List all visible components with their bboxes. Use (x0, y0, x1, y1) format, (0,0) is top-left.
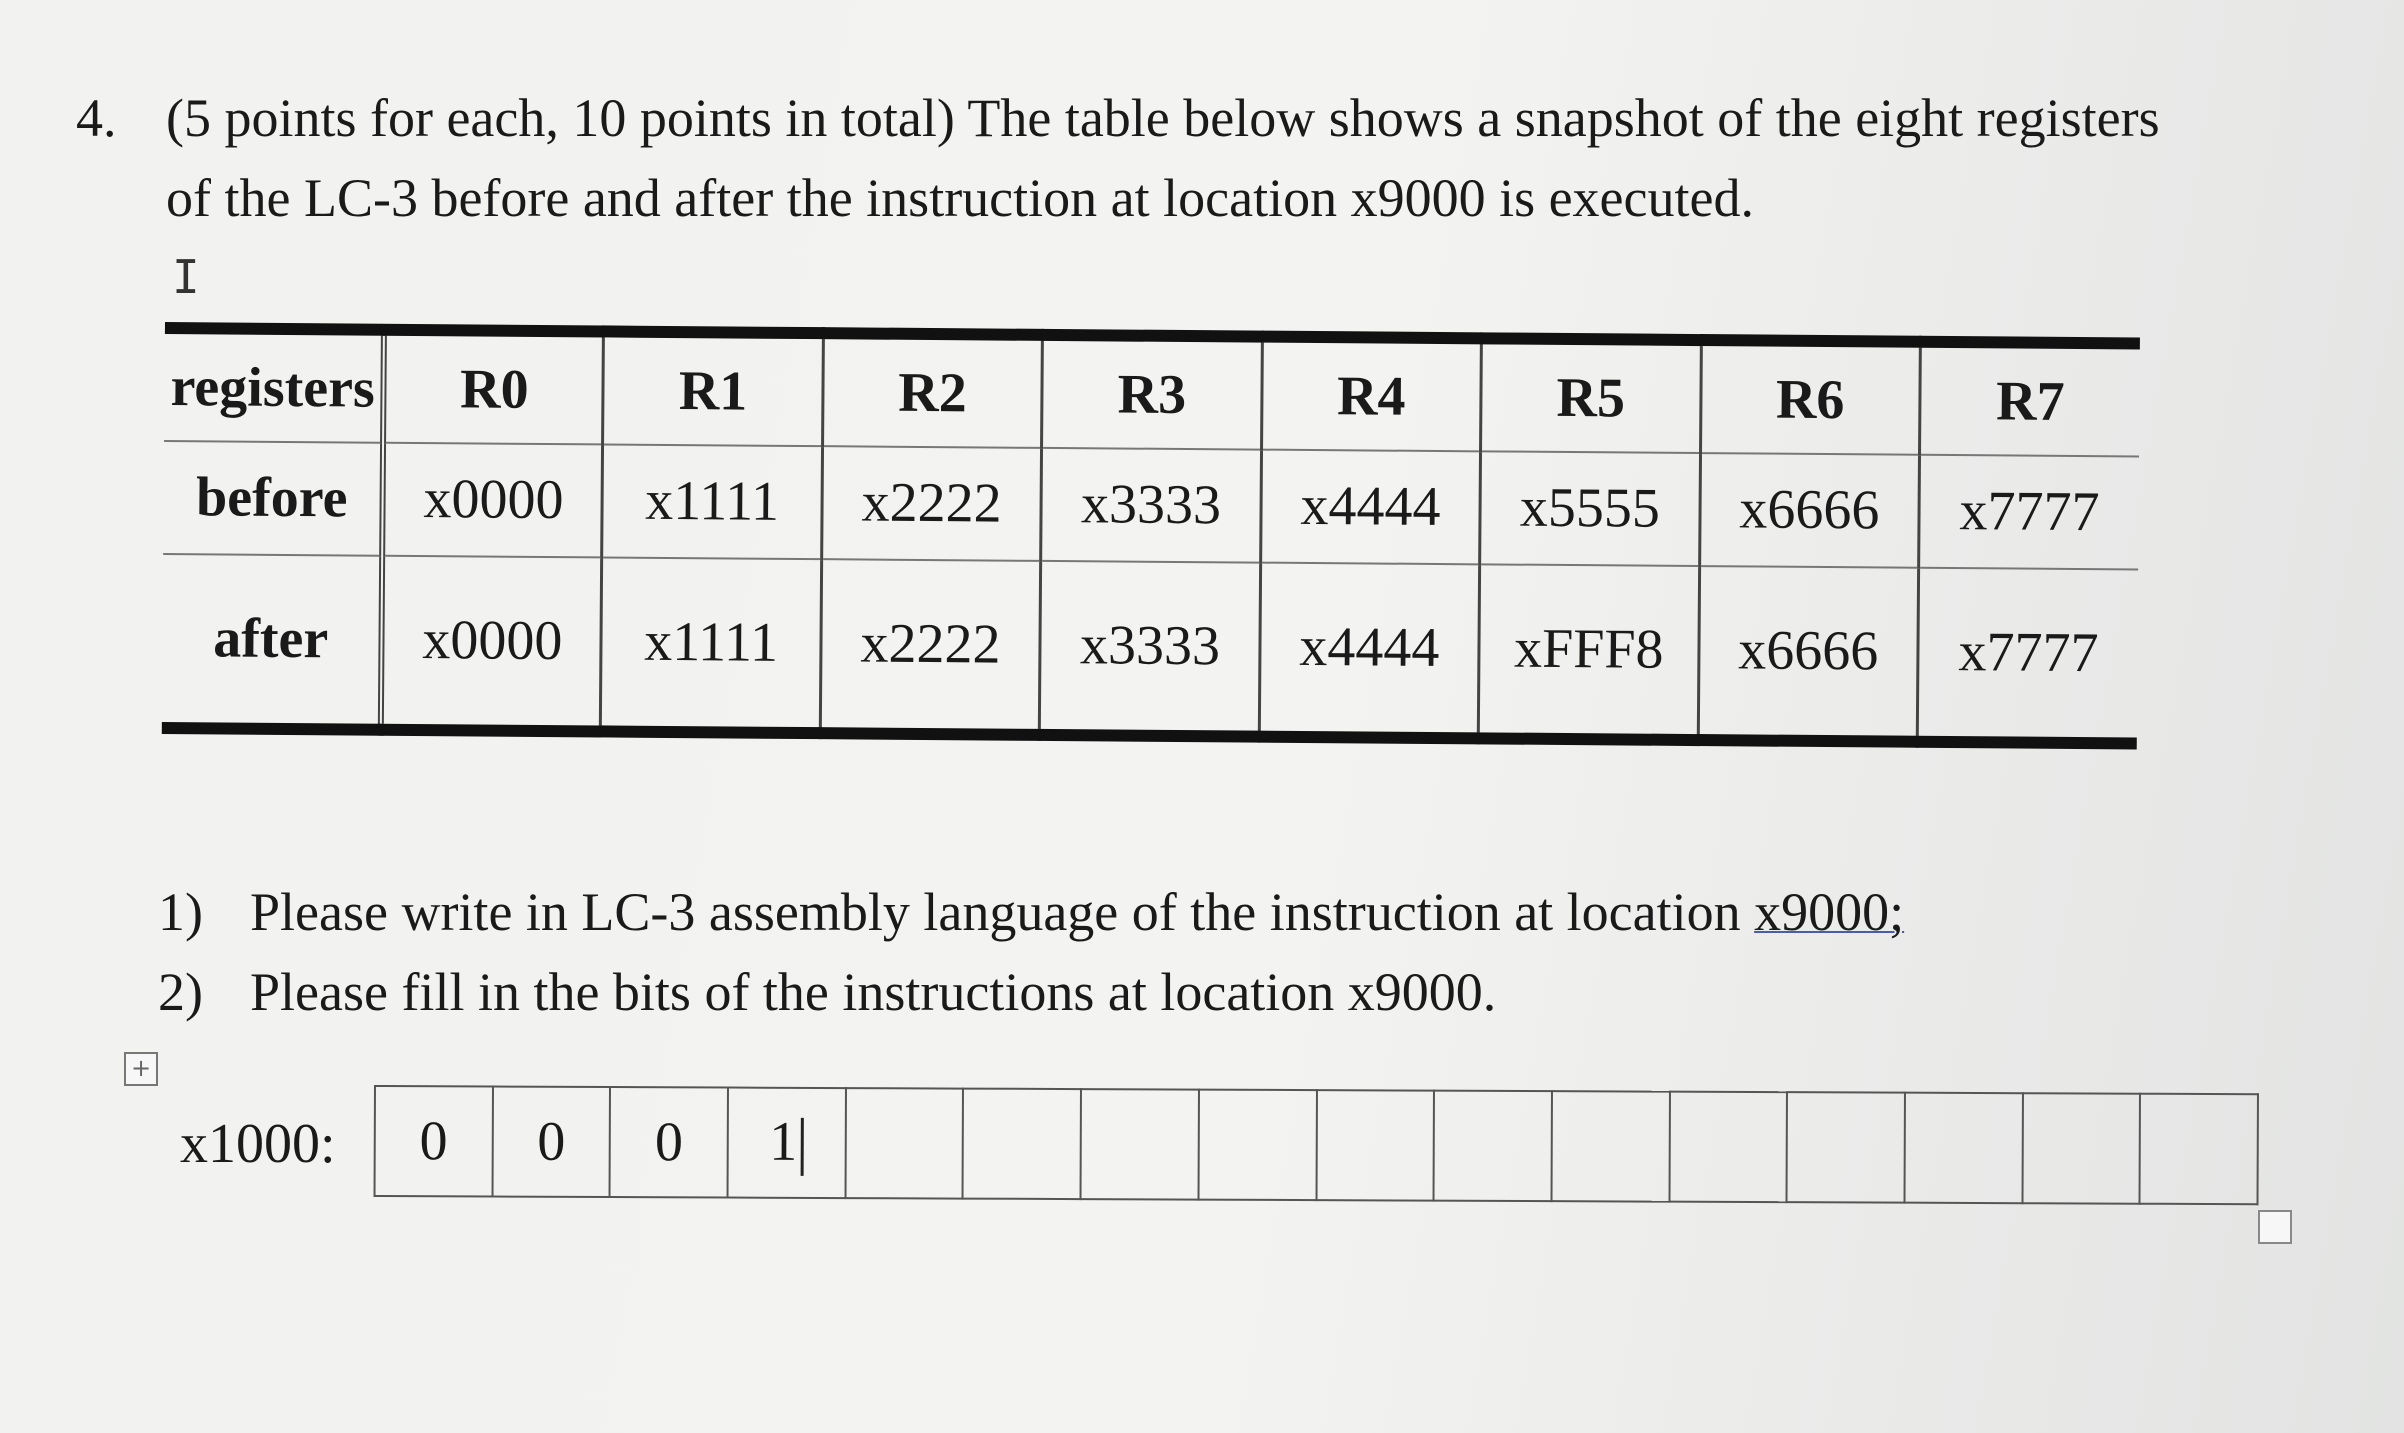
bit-cell[interactable]: 0 (375, 1086, 493, 1197)
table-cell[interactable]: x4444 (1259, 562, 1480, 738)
table-cell[interactable]: R5 (1481, 338, 1701, 453)
bit-cell[interactable] (2140, 1094, 2258, 1205)
table-row-after (162, 554, 2138, 744)
bit-cell[interactable] (1198, 1090, 1316, 1201)
table-cell[interactable]: x6666 (1699, 453, 1919, 568)
table-cell[interactable]: x5555 (1480, 451, 1700, 566)
table-cell[interactable]: x2222 (820, 559, 1041, 735)
register-table[interactable] (162, 322, 2140, 749)
list-item (158, 952, 2108, 1032)
bit-cell[interactable]: 0 (610, 1087, 728, 1198)
table-cell[interactable]: R4 (1261, 337, 1481, 452)
bit-value: 1 (769, 1110, 798, 1173)
table-cell[interactable]: after (162, 554, 383, 730)
table-cell[interactable]: R0 (383, 330, 603, 445)
bit-cell[interactable] (845, 1088, 963, 1199)
subquestion-list (158, 872, 2108, 1032)
bit-cell[interactable] (1551, 1091, 1669, 1202)
bit-cell[interactable]: 0 (492, 1087, 610, 1198)
underlined-word[interactable]: x9000; (1754, 882, 1905, 942)
table-cell[interactable]: x7777 (1919, 455, 2139, 570)
list-item (158, 872, 2108, 952)
table-cell[interactable]: x0000 (383, 443, 603, 558)
bit-cell[interactable] (2022, 1093, 2140, 1204)
table-cell[interactable]: x4444 (1260, 449, 1480, 564)
bit-cell[interactable] (1081, 1089, 1199, 1200)
instruction-bits-table[interactable] (374, 1085, 2259, 1205)
table-cell[interactable]: R6 (1700, 340, 1920, 455)
table-cell[interactable]: x1111 (601, 557, 822, 733)
bit-cell[interactable] (728, 1088, 846, 1199)
table-cell[interactable]: R1 (603, 331, 823, 446)
bit-cell[interactable] (1316, 1090, 1434, 1201)
bit-cell[interactable] (1669, 1092, 1787, 1203)
subquestion-text (250, 872, 1904, 952)
table-row-before (163, 441, 2139, 569)
table-cell[interactable]: before (163, 441, 383, 556)
question-number: 4. (76, 88, 117, 148)
bit-cell[interactable] (963, 1089, 1081, 1200)
table-cell[interactable]: x3333 (1041, 448, 1261, 563)
table-cell[interactable]: R7 (1920, 342, 2140, 457)
question-text: (5 points for each, 10 points in total) The table below shows a snapshot of the eight registers of the LC-3 before and after the instruction at location x9000 is executed. (166, 88, 2160, 228)
text-cursor-icon: I (172, 250, 200, 304)
subquestion-text: Please fill in the bits of the instructions at location x9000. (250, 962, 1497, 1022)
table-cell[interactable]: xFFF8 (1478, 564, 1699, 740)
bits-address-label: x1000: (180, 1113, 336, 1175)
bit-cell[interactable] (1434, 1091, 1552, 1202)
table-row (375, 1086, 2258, 1204)
table-cell[interactable]: registers (170, 355, 376, 420)
table-resize-handle-icon[interactable] (2258, 1210, 2292, 1244)
table-move-handle-icon[interactable]: + (124, 1052, 158, 1086)
table-cell[interactable]: x0000 (381, 555, 602, 731)
table-cell[interactable]: R2 (822, 333, 1042, 448)
subquestion-number: 2) (158, 962, 203, 1022)
table-cell[interactable]: x6666 (1698, 566, 1919, 742)
table-cell[interactable]: x1111 (602, 444, 822, 559)
bit-cell[interactable] (1787, 1092, 1905, 1203)
table-row-header (164, 328, 2140, 456)
table-cell[interactable]: x2222 (821, 446, 1041, 561)
table-cell[interactable]: x7777 (1917, 567, 2138, 743)
text-caret (801, 1118, 804, 1176)
subquestion-text-part: Please write in LC-3 assembly language of the instruction at location (250, 882, 1755, 942)
bit-cell[interactable] (1904, 1093, 2022, 1204)
subquestion-number: 1) (158, 882, 203, 942)
table-cell[interactable]: R3 (1042, 335, 1262, 450)
table-cell[interactable]: x3333 (1040, 561, 1261, 737)
